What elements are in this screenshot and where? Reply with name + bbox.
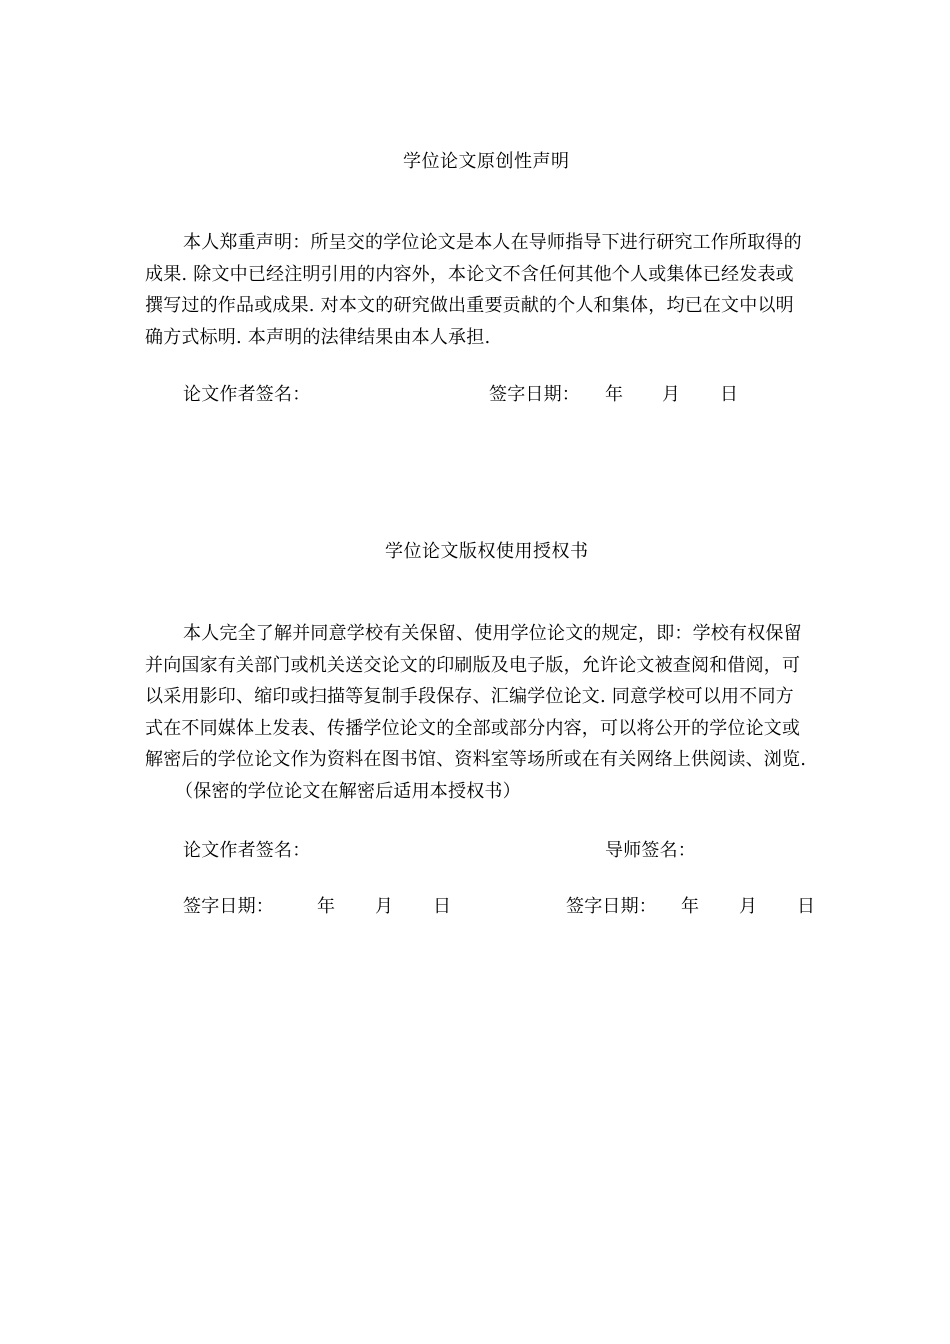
copyright-line-3: 以采用影印、缩印或扫描等复制手段保存、汇编学位论文. 同意学校可以用不同方 bbox=[145, 686, 794, 707]
copyright-line-4: 式在不同媒体上发表、传播学位论文的全部或部分内容，可以将公开的学位论文或 bbox=[145, 718, 801, 739]
copyright-note: （保密的学位论文在解密后适用本授权书） bbox=[175, 781, 521, 802]
copyright-author-day: 日 bbox=[433, 896, 452, 917]
originality-year: 年 bbox=[605, 384, 624, 405]
copyright-line-1: 本人完全了解并同意学校有关保留、使用学位论文的规定，即：学校有权保留 bbox=[183, 623, 802, 644]
copyright-advisor-date-label: 签字日期： bbox=[566, 896, 657, 917]
copyright-advisor-sign-label: 导师签名： bbox=[605, 840, 696, 861]
copyright-advisor-year: 年 bbox=[681, 896, 700, 917]
copyright-author-month: 月 bbox=[375, 896, 394, 917]
copyright-author-sign-label: 论文作者签名： bbox=[183, 840, 311, 861]
copyright-line-5: 解密后的学位论文作为资料在图书馆、资料室等场所或在有关网络上供阅读、浏览. bbox=[145, 749, 807, 770]
copyright-author-date-label: 签字日期： bbox=[183, 896, 274, 917]
originality-day: 日 bbox=[720, 384, 739, 405]
originality-line-2: 成果. 除文中已经注明引用的内容外，本论文不含任何其他个人或集体已经发表或 bbox=[145, 264, 794, 285]
originality-line-1: 本人郑重声明：所呈交的学位论文是本人在导师指导下进行研究工作所取得的 bbox=[183, 232, 802, 253]
originality-month: 月 bbox=[662, 384, 681, 405]
originality-date-label: 签字日期： bbox=[489, 384, 580, 405]
copyright-advisor-day: 日 bbox=[797, 896, 816, 917]
copyright-line-2: 并向国家有关部门或机关送交论文的印刷版及电子版，允许论文被查阅和借阅，可 bbox=[145, 655, 801, 676]
originality-line-3: 撰写过的作品或成果. 对本文的研究做出重要贡献的个人和集体，均已在文中以明 bbox=[145, 295, 794, 316]
copyright-advisor-month: 月 bbox=[739, 896, 758, 917]
originality-line-4: 确方式标明. 本声明的法律结果由本人承担. bbox=[145, 327, 491, 348]
originality-title: 学位论文原创性声明 bbox=[403, 151, 570, 172]
copyright-author-year: 年 bbox=[317, 896, 336, 917]
originality-author-sign-label: 论文作者签名： bbox=[183, 384, 311, 405]
copyright-title: 学位论文版权使用授权书 bbox=[385, 541, 589, 562]
